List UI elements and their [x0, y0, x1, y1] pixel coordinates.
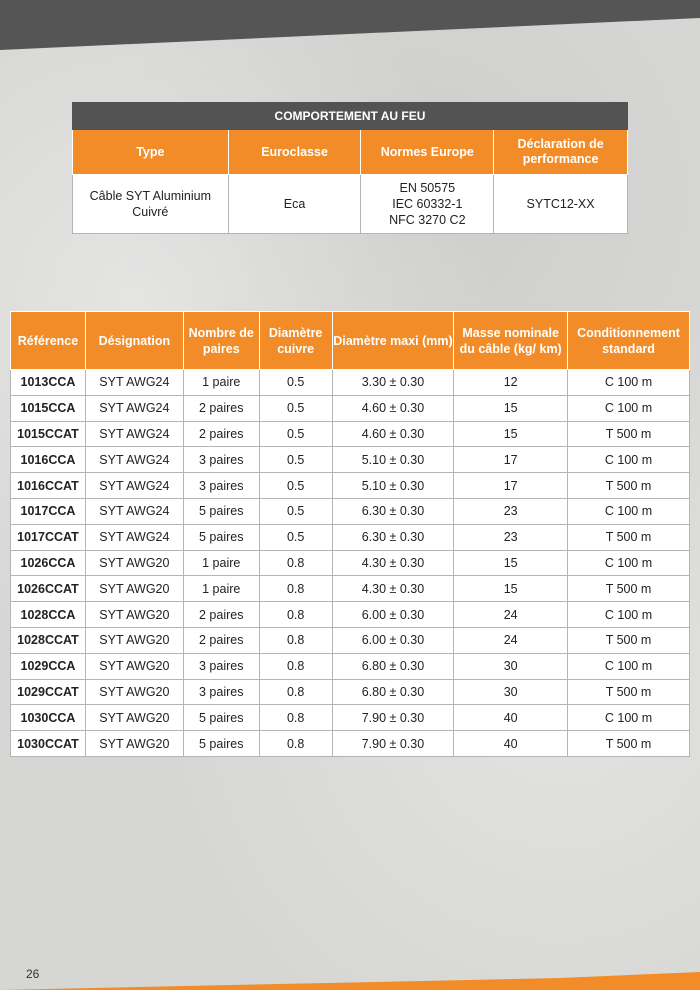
- cell-designation: SYT AWG24: [85, 370, 183, 396]
- cell-diametre-cuivre: 0.5: [259, 370, 332, 396]
- cell-nombre-paires: 2 paires: [183, 421, 259, 447]
- cell-diametre-maxi: 3.30 ± 0.30: [332, 370, 454, 396]
- cell-nombre-paires: 5 paires: [183, 705, 259, 731]
- cell-nombre-paires: 2 paires: [183, 395, 259, 421]
- cell-masse-nominale: 15: [454, 421, 568, 447]
- cell-diametre-cuivre: 0.5: [259, 473, 332, 499]
- cell-designation: SYT AWG20: [85, 576, 183, 602]
- cell-diametre-maxi: 6.00 ± 0.30: [332, 602, 454, 628]
- cell-nombre-paires: 3 paires: [183, 679, 259, 705]
- cell-conditionnement: C 100 m: [568, 447, 690, 473]
- table-row: [11, 602, 690, 628]
- page-number: 26: [26, 967, 40, 981]
- header-masse-nominale: Masse nominale du câble (kg/ km): [454, 312, 568, 370]
- cell-diametre-cuivre: 0.8: [259, 679, 332, 705]
- cell-reference: 1028CCAT: [11, 627, 86, 653]
- cell-reference: 1029CCAT: [11, 679, 86, 705]
- cell-diametre-maxi: 6.80 ± 0.30: [332, 653, 454, 679]
- product-table-body: [11, 370, 690, 757]
- cell-diametre-cuivre: 0.8: [259, 627, 332, 653]
- cell-diametre-maxi: 6.00 ± 0.30: [332, 627, 454, 653]
- cell-conditionnement: C 100 m: [568, 602, 690, 628]
- cell-conditionnement: C 100 m: [568, 498, 690, 524]
- cell-diametre-maxi: 6.80 ± 0.30: [332, 679, 454, 705]
- norme-line: NFC 3270 C2: [389, 213, 466, 227]
- cell-masse-nominale: 12: [454, 370, 568, 396]
- cell-diametre-cuivre: 0.8: [259, 602, 332, 628]
- cell-masse-nominale: 30: [454, 679, 568, 705]
- cell-nombre-paires: 5 paires: [183, 498, 259, 524]
- cell-diametre-cuivre: 0.8: [259, 705, 332, 731]
- fire-header-euroclasse: Euroclasse: [228, 130, 361, 175]
- table-row: [11, 550, 690, 576]
- top-banner-shape: [0, 0, 700, 50]
- cell-reference: 1030CCA: [11, 705, 86, 731]
- cell-masse-nominale: 15: [454, 576, 568, 602]
- cell-conditionnement: T 500 m: [568, 473, 690, 499]
- cell-diametre-maxi: 4.30 ± 0.30: [332, 550, 454, 576]
- cell-diametre-cuivre: 0.5: [259, 447, 332, 473]
- table-row: [11, 447, 690, 473]
- cell-conditionnement: T 500 m: [568, 524, 690, 550]
- cell-diametre-cuivre: 0.5: [259, 498, 332, 524]
- header-diametre-cuivre: Diamètre cuivre: [259, 312, 332, 370]
- cell-designation: SYT AWG24: [85, 473, 183, 499]
- cell-designation: SYT AWG20: [85, 679, 183, 705]
- table-row: [11, 705, 690, 731]
- cell-masse-nominale: 40: [454, 705, 568, 731]
- cell-conditionnement: T 500 m: [568, 731, 690, 757]
- cell-designation: SYT AWG20: [85, 550, 183, 576]
- header-designation: Désignation: [85, 312, 183, 370]
- norme-line: EN 50575: [399, 181, 456, 195]
- table-row: [11, 627, 690, 653]
- header-reference: Référence: [11, 312, 86, 370]
- cell-diametre-cuivre: 0.8: [259, 550, 332, 576]
- header-conditionnement: Conditionnement standard: [568, 312, 690, 370]
- bottom-banner-shape: [0, 972, 700, 990]
- cell-designation: SYT AWG24: [85, 395, 183, 421]
- top-banner: [0, 0, 700, 50]
- cell-designation: SYT AWG20: [85, 705, 183, 731]
- cell-masse-nominale: 23: [454, 498, 568, 524]
- cell-diametre-maxi: 4.60 ± 0.30: [332, 421, 454, 447]
- cell-reference: 1030CCAT: [11, 731, 86, 757]
- cell-masse-nominale: 30: [454, 653, 568, 679]
- cell-nombre-paires: 1 paire: [183, 370, 259, 396]
- table-row: [11, 653, 690, 679]
- cell-reference: 1029CCA: [11, 653, 86, 679]
- fire-cell-declaration: SYTC12-XX: [494, 175, 628, 234]
- cell-reference: 1015CCA: [11, 395, 86, 421]
- cell-nombre-paires: 5 paires: [183, 524, 259, 550]
- cell-diametre-cuivre: 0.8: [259, 653, 332, 679]
- fire-header-normes: Normes Europe: [361, 130, 494, 175]
- cell-diametre-maxi: 5.10 ± 0.30: [332, 447, 454, 473]
- cell-diametre-cuivre: 0.5: [259, 421, 332, 447]
- cell-reference: 1013CCA: [11, 370, 86, 396]
- cell-designation: SYT AWG24: [85, 421, 183, 447]
- cell-designation: SYT AWG20: [85, 602, 183, 628]
- cell-nombre-paires: 1 paire: [183, 550, 259, 576]
- cell-reference: 1015CCAT: [11, 421, 86, 447]
- cell-nombre-paires: 2 paires: [183, 627, 259, 653]
- header-nombre-paires: Nombre de paires: [183, 312, 259, 370]
- cell-conditionnement: C 100 m: [568, 550, 690, 576]
- cell-reference: 1017CCAT: [11, 524, 86, 550]
- cell-diametre-maxi: 7.90 ± 0.30: [332, 731, 454, 757]
- cell-designation: SYT AWG20: [85, 627, 183, 653]
- cell-nombre-paires: 5 paires: [183, 731, 259, 757]
- cell-masse-nominale: 15: [454, 395, 568, 421]
- cell-diametre-maxi: 6.30 ± 0.30: [332, 498, 454, 524]
- fire-cell-euroclasse: Eca: [228, 175, 361, 234]
- cell-designation: SYT AWG24: [85, 447, 183, 473]
- cell-nombre-paires: 3 paires: [183, 447, 259, 473]
- cell-diametre-cuivre: 0.8: [259, 576, 332, 602]
- cell-conditionnement: T 500 m: [568, 421, 690, 447]
- cell-nombre-paires: 1 paire: [183, 576, 259, 602]
- product-table: [10, 311, 690, 757]
- cell-masse-nominale: 24: [454, 627, 568, 653]
- fire-header-declaration: Déclaration de performance: [494, 130, 628, 175]
- cell-masse-nominale: 24: [454, 602, 568, 628]
- cell-conditionnement: C 100 m: [568, 370, 690, 396]
- bottom-banner: [0, 970, 700, 990]
- cell-conditionnement: T 500 m: [568, 576, 690, 602]
- cell-masse-nominale: 15: [454, 550, 568, 576]
- cell-reference: 1017CCA: [11, 498, 86, 524]
- cell-designation: SYT AWG20: [85, 731, 183, 757]
- cell-masse-nominale: 40: [454, 731, 568, 757]
- header-diametre-maxi: Diamètre maxi (mm): [332, 312, 454, 370]
- table-row: [11, 679, 690, 705]
- cell-reference: 1016CCA: [11, 447, 86, 473]
- table-row: [11, 498, 690, 524]
- cell-nombre-paires: 2 paires: [183, 602, 259, 628]
- cell-nombre-paires: 3 paires: [183, 653, 259, 679]
- cell-designation: SYT AWG20: [85, 653, 183, 679]
- cell-designation: SYT AWG24: [85, 524, 183, 550]
- fire-behaviour-table: [72, 102, 628, 234]
- cell-conditionnement: T 500 m: [568, 679, 690, 705]
- cell-diametre-cuivre: 0.5: [259, 524, 332, 550]
- table-row: [11, 421, 690, 447]
- table-row: [11, 731, 690, 757]
- fire-cell-type: Câble SYT Aluminium Cuivré: [73, 175, 229, 234]
- fire-cell-normes: [361, 175, 494, 234]
- cell-conditionnement: C 100 m: [568, 653, 690, 679]
- cell-diametre-cuivre: 0.5: [259, 395, 332, 421]
- cell-reference: 1016CCAT: [11, 473, 86, 499]
- table-row: [11, 370, 690, 396]
- cell-diametre-maxi: 6.30 ± 0.30: [332, 524, 454, 550]
- table-row: [11, 576, 690, 602]
- cell-conditionnement: C 100 m: [568, 705, 690, 731]
- cell-nombre-paires: 3 paires: [183, 473, 259, 499]
- table-row: [11, 524, 690, 550]
- cell-conditionnement: T 500 m: [568, 627, 690, 653]
- cell-diametre-maxi: 4.30 ± 0.30: [332, 576, 454, 602]
- cell-reference: 1026CCA: [11, 550, 86, 576]
- table-row: [11, 473, 690, 499]
- fire-table-title: COMPORTEMENT AU FEU: [73, 103, 628, 130]
- fire-header-type: Type: [73, 130, 229, 175]
- cell-masse-nominale: 17: [454, 473, 568, 499]
- cell-diametre-maxi: 7.90 ± 0.30: [332, 705, 454, 731]
- cell-reference: 1028CCA: [11, 602, 86, 628]
- cell-diametre-maxi: 5.10 ± 0.30: [332, 473, 454, 499]
- cell-conditionnement: C 100 m: [568, 395, 690, 421]
- norme-line: IEC 60332-1: [392, 197, 463, 211]
- cell-masse-nominale: 23: [454, 524, 568, 550]
- table-row: [11, 395, 690, 421]
- cell-reference: 1026CCAT: [11, 576, 86, 602]
- cell-designation: SYT AWG24: [85, 498, 183, 524]
- product-table-header: [11, 312, 690, 370]
- cell-diametre-cuivre: 0.8: [259, 731, 332, 757]
- cell-diametre-maxi: 4.60 ± 0.30: [332, 395, 454, 421]
- cell-masse-nominale: 17: [454, 447, 568, 473]
